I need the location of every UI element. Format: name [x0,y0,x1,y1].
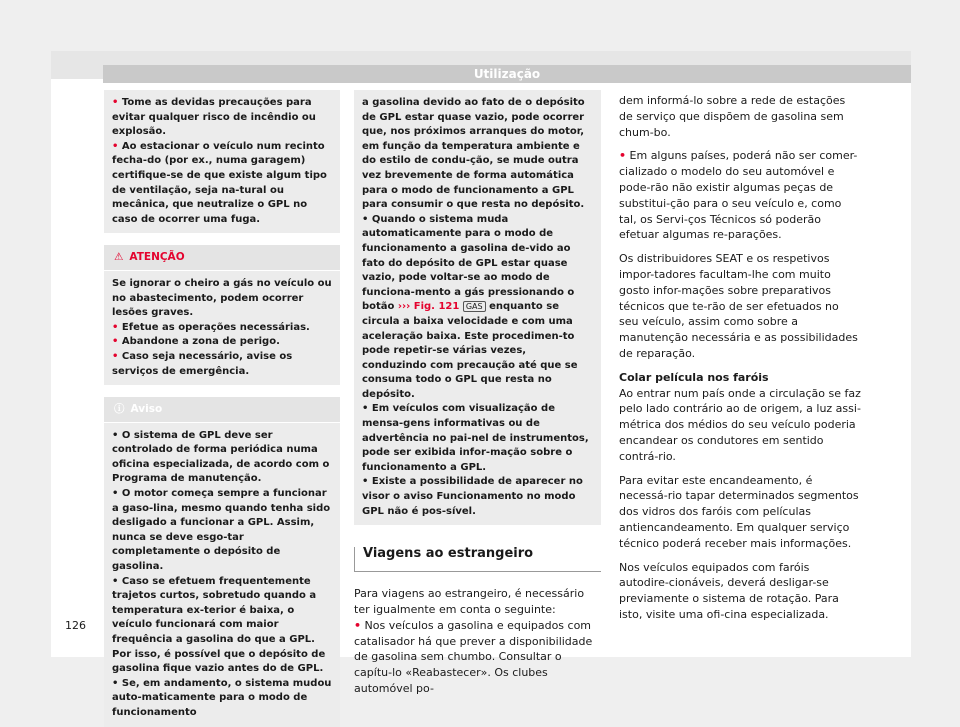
paragraph: Nos veículos equipados com faróis autodire-cionáveis, deverá desligar-se previamente o sistema de rotação. Para isto, visite uma ofi-cina especializada. [619,560,839,621]
figure-reference-link[interactable]: ››› Fig. 121 [397,301,460,313]
column-2 [354,90,601,697]
notice-item: • Existe a possibilidade de aparecer no visor o aviso Funcionamento no modo GPL não é pos-sível. [362,476,583,517]
notice-item: • O sistema de GPL deve ser controlado de forma periódica numa oficina especializada, de acordo com o Programa de manutenção. [112,429,330,485]
column-3 [619,93,861,631]
attention-header: ⚠ ATENÇÃO [104,245,340,271]
section-body [354,586,601,697]
attention-item: • Efetue as operações necessárias. [112,321,310,333]
paragraph: Ao entrar num país onde a circulação se faz pelo lado contrário ao de origem, a luz assi-métrica dos médios do seu veículo poderia encandear os condutores em sentido contrá-rio. [619,386,861,463]
info-icon: ⓘ [114,403,125,416]
paragraph: Para viagens ao estrangeiro, é necessário ter igualmente em conta o seguinte: [354,587,585,617]
gas-button-symbol: GAS [463,301,486,312]
notice-continued-box [354,90,601,525]
subheading: Colar película nos faróis [619,370,769,384]
left-margin [51,79,103,657]
notice-body [104,423,340,727]
page [51,51,911,718]
safety-item: • Ao estacionar o veículo num recinto fecha-do (por ex., numa garagem) certifique-se de que existe algum tipo de ventilação, seja na-tural ou mecânica, que neutralize o GPL no caso de ocorrer uma fuga. [112,140,327,225]
warning-triangle-icon: ⚠ [114,251,124,264]
notice-item: • Em veículos com visualização de mensa-gens informativas ou de advertência no pai-nel de instrumentos, pode ser exibida infor-mação sobre o funcionamento a GPL. [362,403,589,473]
notice-header: ⓘ Aviso [104,397,340,423]
paragraph: Para evitar este encandeamento, é necessá-rio tapar determinados segmentos dos vidros dos faróis com películas antiencandeamento. Em qualquer serviço técnico poderá receber mais informações. [619,473,859,550]
notice-continued-text: a gasolina devido ao fato de o depósito de GPL estar quase vazio, pode ocorrer que, nos próximos arranques do motor, em função da temperatura ambiente e do estilo de condu-ção, se mude outra vez brevemente de forma automática para o modo de funcionamento a GPL para consumir o que resta no depósito. [362,97,585,211]
paragraph: Os distribuidores SEAT e os respetivos impor-tadores facultam-lhe com muito gosto infor-mações sobre preparativos técnicos que te-rão de ser efetuados no seu veículo, assim como sobre a manutenção necessária e as possibilidades de reparação. [619,252,858,360]
attention-body [104,271,340,385]
safety-item: • Tome as devidas precauções para evitar qualquer risco de incêndio ou explosão. [112,97,316,138]
safety-box [104,90,340,233]
notice-item: • Quando o sistema muda automaticamente para o modo de funcionamento a gasolina de-vido ao fato do depósito de GPL estar quase vazio, pode voltar-se ao modo de funciona-mento a gás pressionando o botão ››› Fig. 121 GAS enquanto se circula a baixa velocidade e com uma aceleração baixa. Este procedimen-to pode repetir-se várias vezes, conduzindo com precaução até que se consuma todo o GPL que resta no depósito. [362,213,578,400]
list-item: • Em alguns países, poderá não ser comer-cializado o modelo do seu automóvel e pode-rão não existir algumas peças de substitui-ção para o seu veículo e, como tal, os Servi-ços Técnicos só poderão efetuar algumas re-parações. [619,149,858,242]
notice-item: • Se, em andamento, o sistema mudou auto-maticamente para o modo de funcionamento [112,677,332,718]
attention-item: • Caso seja necessário, avise os serviços de emergência. [112,350,293,377]
attention-intro: Se ignorar o cheiro a gás no veículo ou no abastecimento, podem ocorrer lesões graves. [112,277,332,319]
notice-item: • O motor começa sempre a funcionar a gaso-lina, mesmo quando tenha sido desligado a funcionar a GPL. Assim, nunca se deve esgo-tar completamente o depósito de gasolina. [112,488,331,573]
paragraph: dem informá-lo sobre a rede de estações de serviço que dispõem de gasolina sem chum-bo. [619,94,846,139]
notice-item: • Caso se efetuem frequentemente trajetos curtos, sobretudo quando a temperatura ex-terior é baixa, o veículo funcionará com maior frequência a gasolina do que a GPL. Por isso, é possível que o depósito de gasolina fique vazio antes do de GPL. [112,575,326,675]
notice-box [104,397,340,726]
chapter-title: Utilização [103,65,911,83]
page-number: 126 [65,619,86,632]
list-item: • Nos veículos a gasolina e equipados com catalisador há que prever a disponibilidade de gasolina sem chumbo. Consultar o capítu-lo «Reabastecer». Os clubes automóvel po- [354,618,593,695]
section-heading: Viagens ao estrangeiro [354,547,601,572]
attention-item: • Abandone a zona de perigo. [112,336,280,348]
attention-box [104,245,340,385]
column-1 [104,90,340,727]
header-bar [51,51,911,79]
